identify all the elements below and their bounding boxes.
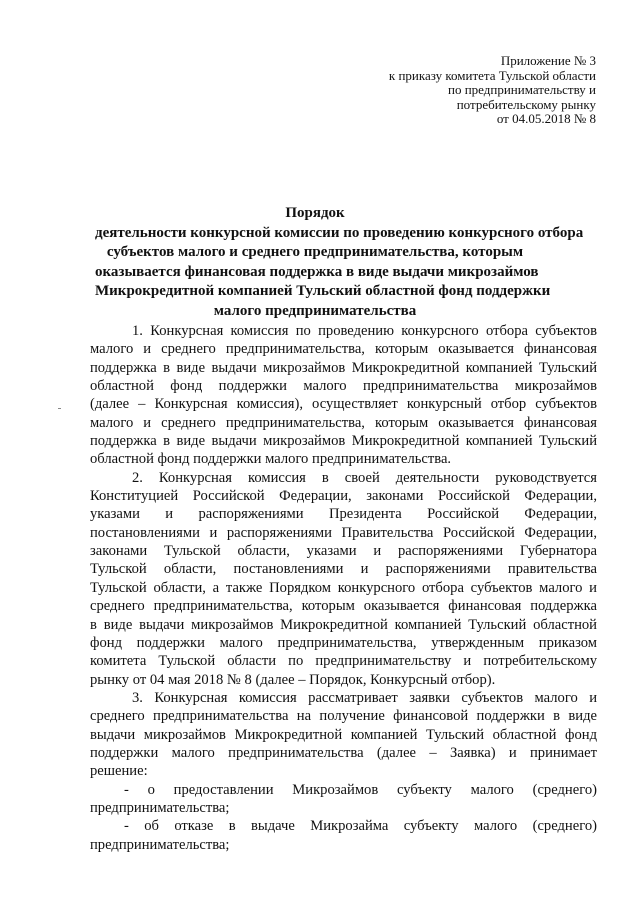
- text-line: 3. Конкурсная комиссия рассматривает заявки субъектов малого и: [132, 689, 597, 706]
- text-line: предпринимательства;: [90, 836, 230, 853]
- text-line: Тульской области, постановлениями и распоряжениями правительства: [90, 561, 597, 578]
- text-line: (далее – Конкурсная комиссия), осуществляет конкурсный отбор субъектов: [90, 396, 597, 413]
- text-line: законами Тульской области, указами и распоряжениями Губернатора: [90, 543, 597, 560]
- title-line: Микрокредитной компанией Тульский областной фонд поддержки: [95, 283, 551, 299]
- text-line: - о предоставлении Микрозаймов субъекту малого (среднего): [124, 781, 597, 798]
- text-line: рынку от 04 мая 2018 № 8 (далее – Порядок, Конкурсный отбор).: [90, 671, 496, 688]
- text-line: комитета Тульской области по предпринимательству и потребительскому: [90, 653, 597, 670]
- paragraph-3: [90, 689, 597, 781]
- appendix-line: от 04.05.2018 № 8: [496, 111, 596, 127]
- text-line: 1. Конкурсная комиссия по проведению конкурсного отбора субъектов: [132, 323, 597, 339]
- margin-mark: [58, 408, 61, 409]
- text-line: среднего предпринимательства на получение финансовой поддержки в виде: [90, 708, 597, 725]
- title-line: оказывается финансовая поддержка в виде выдачи микрозаймов: [95, 263, 539, 280]
- text-line: областной фонд поддержки малого предпринимательства микрозаймов: [90, 378, 597, 395]
- list-item-2: [90, 817, 597, 854]
- text-line: в виде выдачи микрозаймов Микрокредитной компанией Тульский областной: [90, 616, 597, 633]
- text-line: поддержки малого предпринимательства (далее – Заявка) и принимает: [90, 744, 597, 761]
- text-line: выдачи микрозаймов Микрокредитной компанией Тульский областной фонд: [90, 726, 597, 743]
- text-line: среднего предпринимательства, которым оказывается финансовая поддержка: [90, 598, 597, 615]
- appendix-line: потребительскому рынку: [456, 96, 596, 112]
- title-line: субъектов малого и среднего предпринимательства, которым: [106, 244, 524, 260]
- title-line: Порядок: [285, 205, 345, 221]
- appendix-line: Приложение № 3: [500, 53, 596, 68]
- text-line: Конституцией Российской Федерации, законами Российской Федерации,: [90, 488, 597, 505]
- paragraph-2: [90, 469, 597, 689]
- paragraph-1: [90, 322, 597, 469]
- document-body: [90, 322, 597, 854]
- list-item-1: [90, 781, 597, 818]
- text-line: Тульской области, а также Порядком конкурсного отбора субъектов малого и: [90, 579, 597, 596]
- text-line: поддержка в виде выдачи микрозаймов Микрокредитной компанией Тульский: [90, 433, 597, 450]
- text-line: областной фонд поддержки малого предпринимательства.: [90, 451, 452, 468]
- text-line: постановлениями и распоряжениями Правительства Российской Федерации,: [90, 524, 597, 541]
- appendix-header: [389, 54, 596, 127]
- text-line: решение:: [90, 763, 148, 780]
- text-line: предпринимательства;: [90, 799, 230, 816]
- title-line: деятельности конкурсной комиссии по проведению конкурсного отбора: [95, 224, 584, 241]
- text-line: малого и среднего предпринимательства, которым оказывается финансовая: [90, 414, 597, 431]
- text-line: фонд поддержки малого предпринимательства, утвержденным приказом: [90, 634, 597, 651]
- appendix-line: к приказу комитета Тульской области: [388, 67, 596, 83]
- text-line: - об отказе в выдаче Микрозайма субъекту малого (среднего): [124, 818, 597, 835]
- text-line: 2. Конкурсная комиссия в своей деятельности руководствуется: [132, 469, 597, 486]
- text-line: малого и среднего предпринимательства, которым оказывается финансовая: [90, 341, 597, 358]
- text-line: указами и распоряжениями Президента Российской Федерации,: [90, 506, 597, 523]
- appendix-line: по предпринимательству и: [448, 82, 596, 98]
- document-title: [95, 204, 584, 321]
- title-line: малого предпринимательства: [213, 302, 417, 319]
- text-line: поддержка в виде выдачи микрозаймов Микрокредитной компанией Тульский: [90, 359, 597, 376]
